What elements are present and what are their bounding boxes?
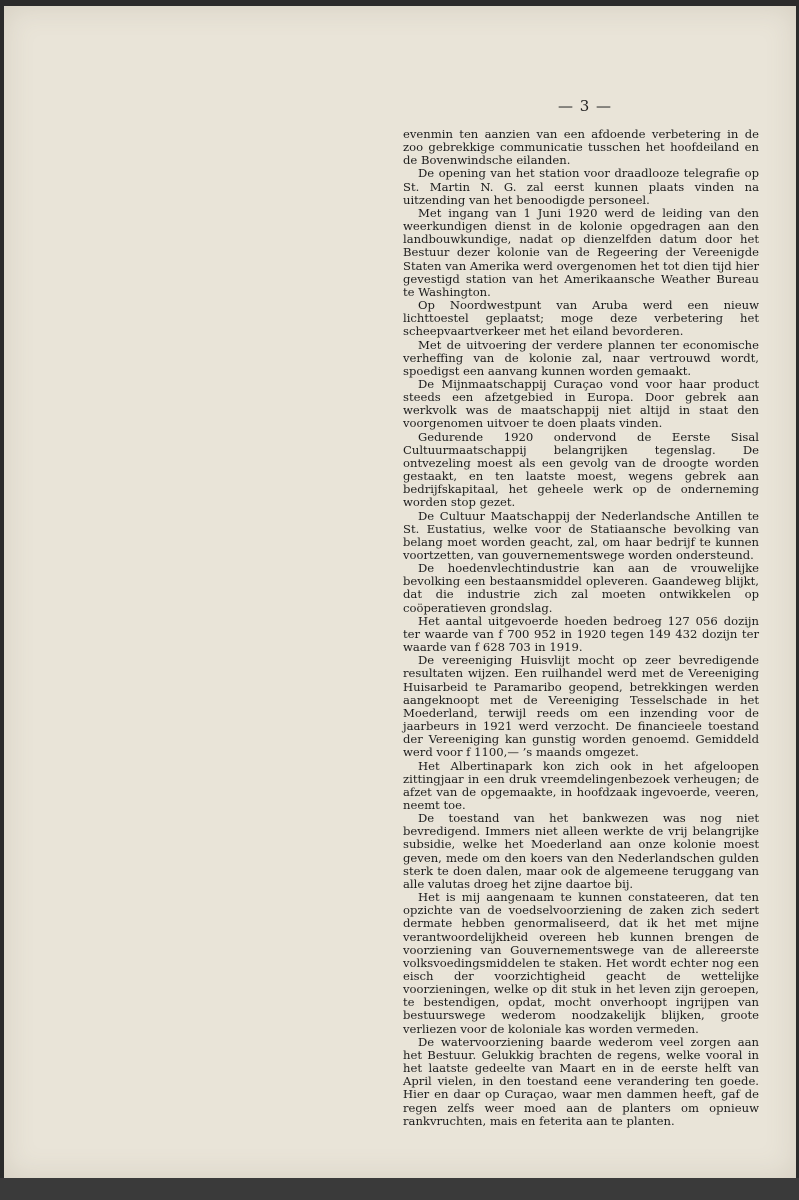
paragraph-draadlooze-telegrafie: De opening van het station voor draadlooze telegrafie op St. Martin N. G. zal eerst kunnen plaats vinden na uitzending van het benoodigde personeel. — [403, 166, 759, 207]
paragraph-hoedenvlechtindustrie: De hoedenvlechtindustrie kan aan de vrouwelijke bevolking een bestaansmiddel opleveren. Gaandeweg blijkt, dat die industrie zich zal moeten ontwikkelen op coöperatieven grondslag. — [403, 561, 759, 615]
scan-bottom-edge — [0, 1178, 799, 1200]
page-number: — 3 — — [557, 97, 613, 115]
paragraph-uitgevoerde-hoeden: Het aantal uitgevoerde hoeden bedroeg 127 056 dozijn ter waarde van f 700 952 in 1920 tegen 149 432 dozijn ter waarde van f 628 703 in 1919. — [403, 613, 759, 655]
paragraph-voedselvoorziening: Het is mij aangenaam te kunnen constateeren, dat ten opzichte van de voedselvoorziening de zaken zich sedert dermate hebben genormaliseerd, dat ik het met mijne verantwoordelijkheid overeen heb kunnen brengen de voorziening van Gouvernementswege van de allereerste volksvoedingsmiddelen te staken. Het wordt echter nog een eisch der voorzichtigheid geacht de wettelijke voorzieningen, welke op dit stuk in het leven zijn geroepen, te bestendigen, opdat, mocht onverhoopt ingrijpen van bestuurswege wederom noodzakelijk blijken, groote verliezen voor de koloniale kas worden vermeden. — [403, 890, 759, 1036]
paragraph-bankwezen: De toestand van het bankwezen was nog niet bevredigend. Immers niet alleen werkte de vrij belangrijke subsidie, welke het Moederland aan onze kolonie moest geven, mede om den koers van den Nederlandschen gulden sterk te doen dalen, maar ook de algemeene teruggang van alle valutas droeg het zijne daartoe bij. — [403, 811, 759, 891]
document-page — [4, 6, 796, 1178]
paragraph-cultuur-maatschappij: De Cultuur Maatschappij der Nederlandsche Antillen te St. Eustatius, welke voor de Statiaansche bevolking van belang moet worden geacht, zal, om haar bedrijf te kunnen voortzetten, van gouvernementswege worden ondersteund. — [403, 508, 759, 562]
body-text-column — [403, 128, 759, 1128]
paragraph-huisvlijt: De vereeniging Huisvlijt mocht op zeer bevredigende resultaten wijzen. Een ruilhandel werd met de Vereeniging Huisarbeid te Paramaribo geopend, betrekkingen werden aangeknoopt met de Vereeniging Tesselschade in het Moederland, terwijl reeds om een inzending voor de jaarbeurs in 1921 werd verzocht. De financieele toestand der Vereeniging kan gunstig worden genoemd. Gemiddeld werd voor f 1100,— ’s maands omgezet. — [403, 653, 759, 760]
paragraph-albertinapark: Het Albertinapark kon zich ook in het afgeloopen zittingjaar in een druk vreemdelingenbezoek verheugen; de afzet van de opgemaakte, in hoofdzaak ingevoerde, veeren, neemt toe. — [403, 758, 759, 812]
paragraph-sisal: Gedurende 1920 ondervond de Eerste Sisal Cultuurmaatschappij belangrijken tegenslag. De ontvezeling moest als een gevolg van de droogte worden gestaakt, en ten laatste moest, wegens gebrek aan bedrijfskapitaal, het geheele werk op de onderneming worden stop gezet. — [403, 429, 759, 510]
paragraph-communicatie: evenmin ten aanzien van een afdoende verbetering in de zoo gebrekkige communicatie tusschen het hoofdeiland en de Bovenwindsche eilanden. — [403, 127, 759, 168]
paragraph-economische-verheffing: Met de uitvoering der verdere plannen ter economische verheffing van de kolonie zal, naar vertrouwd wordt, spoedigst een aanvang kunnen worden gemaakt. — [403, 337, 759, 378]
paragraph-lichttoestel: Op Noordwestpunt van Aruba werd een nieuw lichttoestel geplaatst; moge deze verbetering het scheepvaartverkeer met het eiland bevorderen. — [403, 298, 759, 339]
paragraph-weerkundige-dienst: Met ingang van 1 Juni 1920 werd de leiding van den weerkundigen dienst in de kolonie opgedragen aan den landbouwkundige, nadat op dienzelfden datum door het Bestuur dezer kolonie van de Regeering der Vereenigde Staten van Amerika werd overgenomen het tot dien tijd hier gevestigd station van het Amerikaansche Weather Bureau te Washington. — [403, 205, 759, 299]
paragraph-watervoorziening: De watervoorziening baarde wederom veel zorgen aan het Bestuur. Gelukkig brachten de regens, welke vooral in het laatste gedeelte van Maart en in de eerste helft van April vielen, in den toestand eene verandering ten goede. Hier en daar op Curaçao, waar men dammen heeft, gaf de regen zelfs weer moed aan de planters om opnieuw rankvruchten, mais en feterita aan te planten. — [403, 1034, 759, 1128]
paragraph-mijnmaatschappij: De Mijnmaatschappij Curaçao vond voor haar product steeds een afzetgebied in Europa. Door gebrek aan werkvolk was de maatschappij niet altijd in staat den voorgenomen uitvoer te doen plaats vinden. — [403, 376, 759, 431]
